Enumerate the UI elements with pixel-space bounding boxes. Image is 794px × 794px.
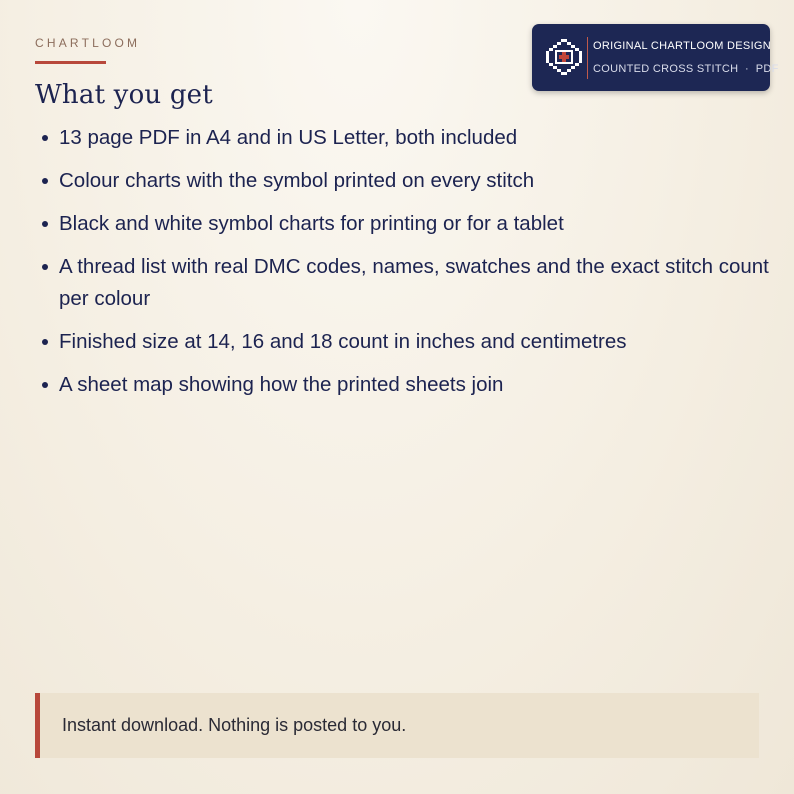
bullet-icon: [42, 135, 48, 141]
brand-name: CHARTLOOM: [35, 36, 141, 50]
bullet-icon: [42, 339, 48, 345]
list-item-text: 13 page PDF in A4 and in US Letter, both included: [59, 126, 518, 149]
list-item: [40, 208, 770, 240]
list-item: [40, 165, 770, 197]
bullet-icon: [42, 178, 48, 184]
section-heading: What you get: [35, 80, 213, 110]
notice-text: Instant download. Nothing is posted to you.: [62, 715, 407, 735]
list-item: [40, 122, 770, 154]
cross-stitch-diamond-icon: [545, 38, 583, 76]
list-item: [40, 369, 770, 401]
list-item: [40, 326, 770, 358]
list-item-text: A sheet map showing how the printed sheets join: [59, 373, 504, 396]
bullet-icon: [42, 221, 48, 227]
list-item-text: A thread list with real DMC codes, names, swatches and the exact stitch count per colour: [59, 255, 769, 310]
bullet-icon: [42, 264, 48, 270]
list-item-text: Black and white symbol charts for printing or for a tablet: [59, 212, 564, 235]
list-item-text: Finished size at 14, 16 and 18 count in inches and centimetres: [59, 330, 627, 353]
badge-divider: [587, 37, 588, 79]
badge-subtitle: COUNTED CROSS STITCH · PDF: [593, 63, 779, 75]
design-badge: [532, 24, 779, 91]
bullet-icon: [42, 382, 48, 388]
delivery-notice: [35, 693, 759, 758]
list-item-text: Colour charts with the symbol printed on every stitch: [59, 169, 535, 192]
brand-underline: [35, 61, 106, 64]
list-item: [40, 251, 770, 315]
badge-title: ORIGINAL CHARTLOOM DESIGN: [593, 40, 772, 52]
feature-list: [40, 122, 770, 412]
